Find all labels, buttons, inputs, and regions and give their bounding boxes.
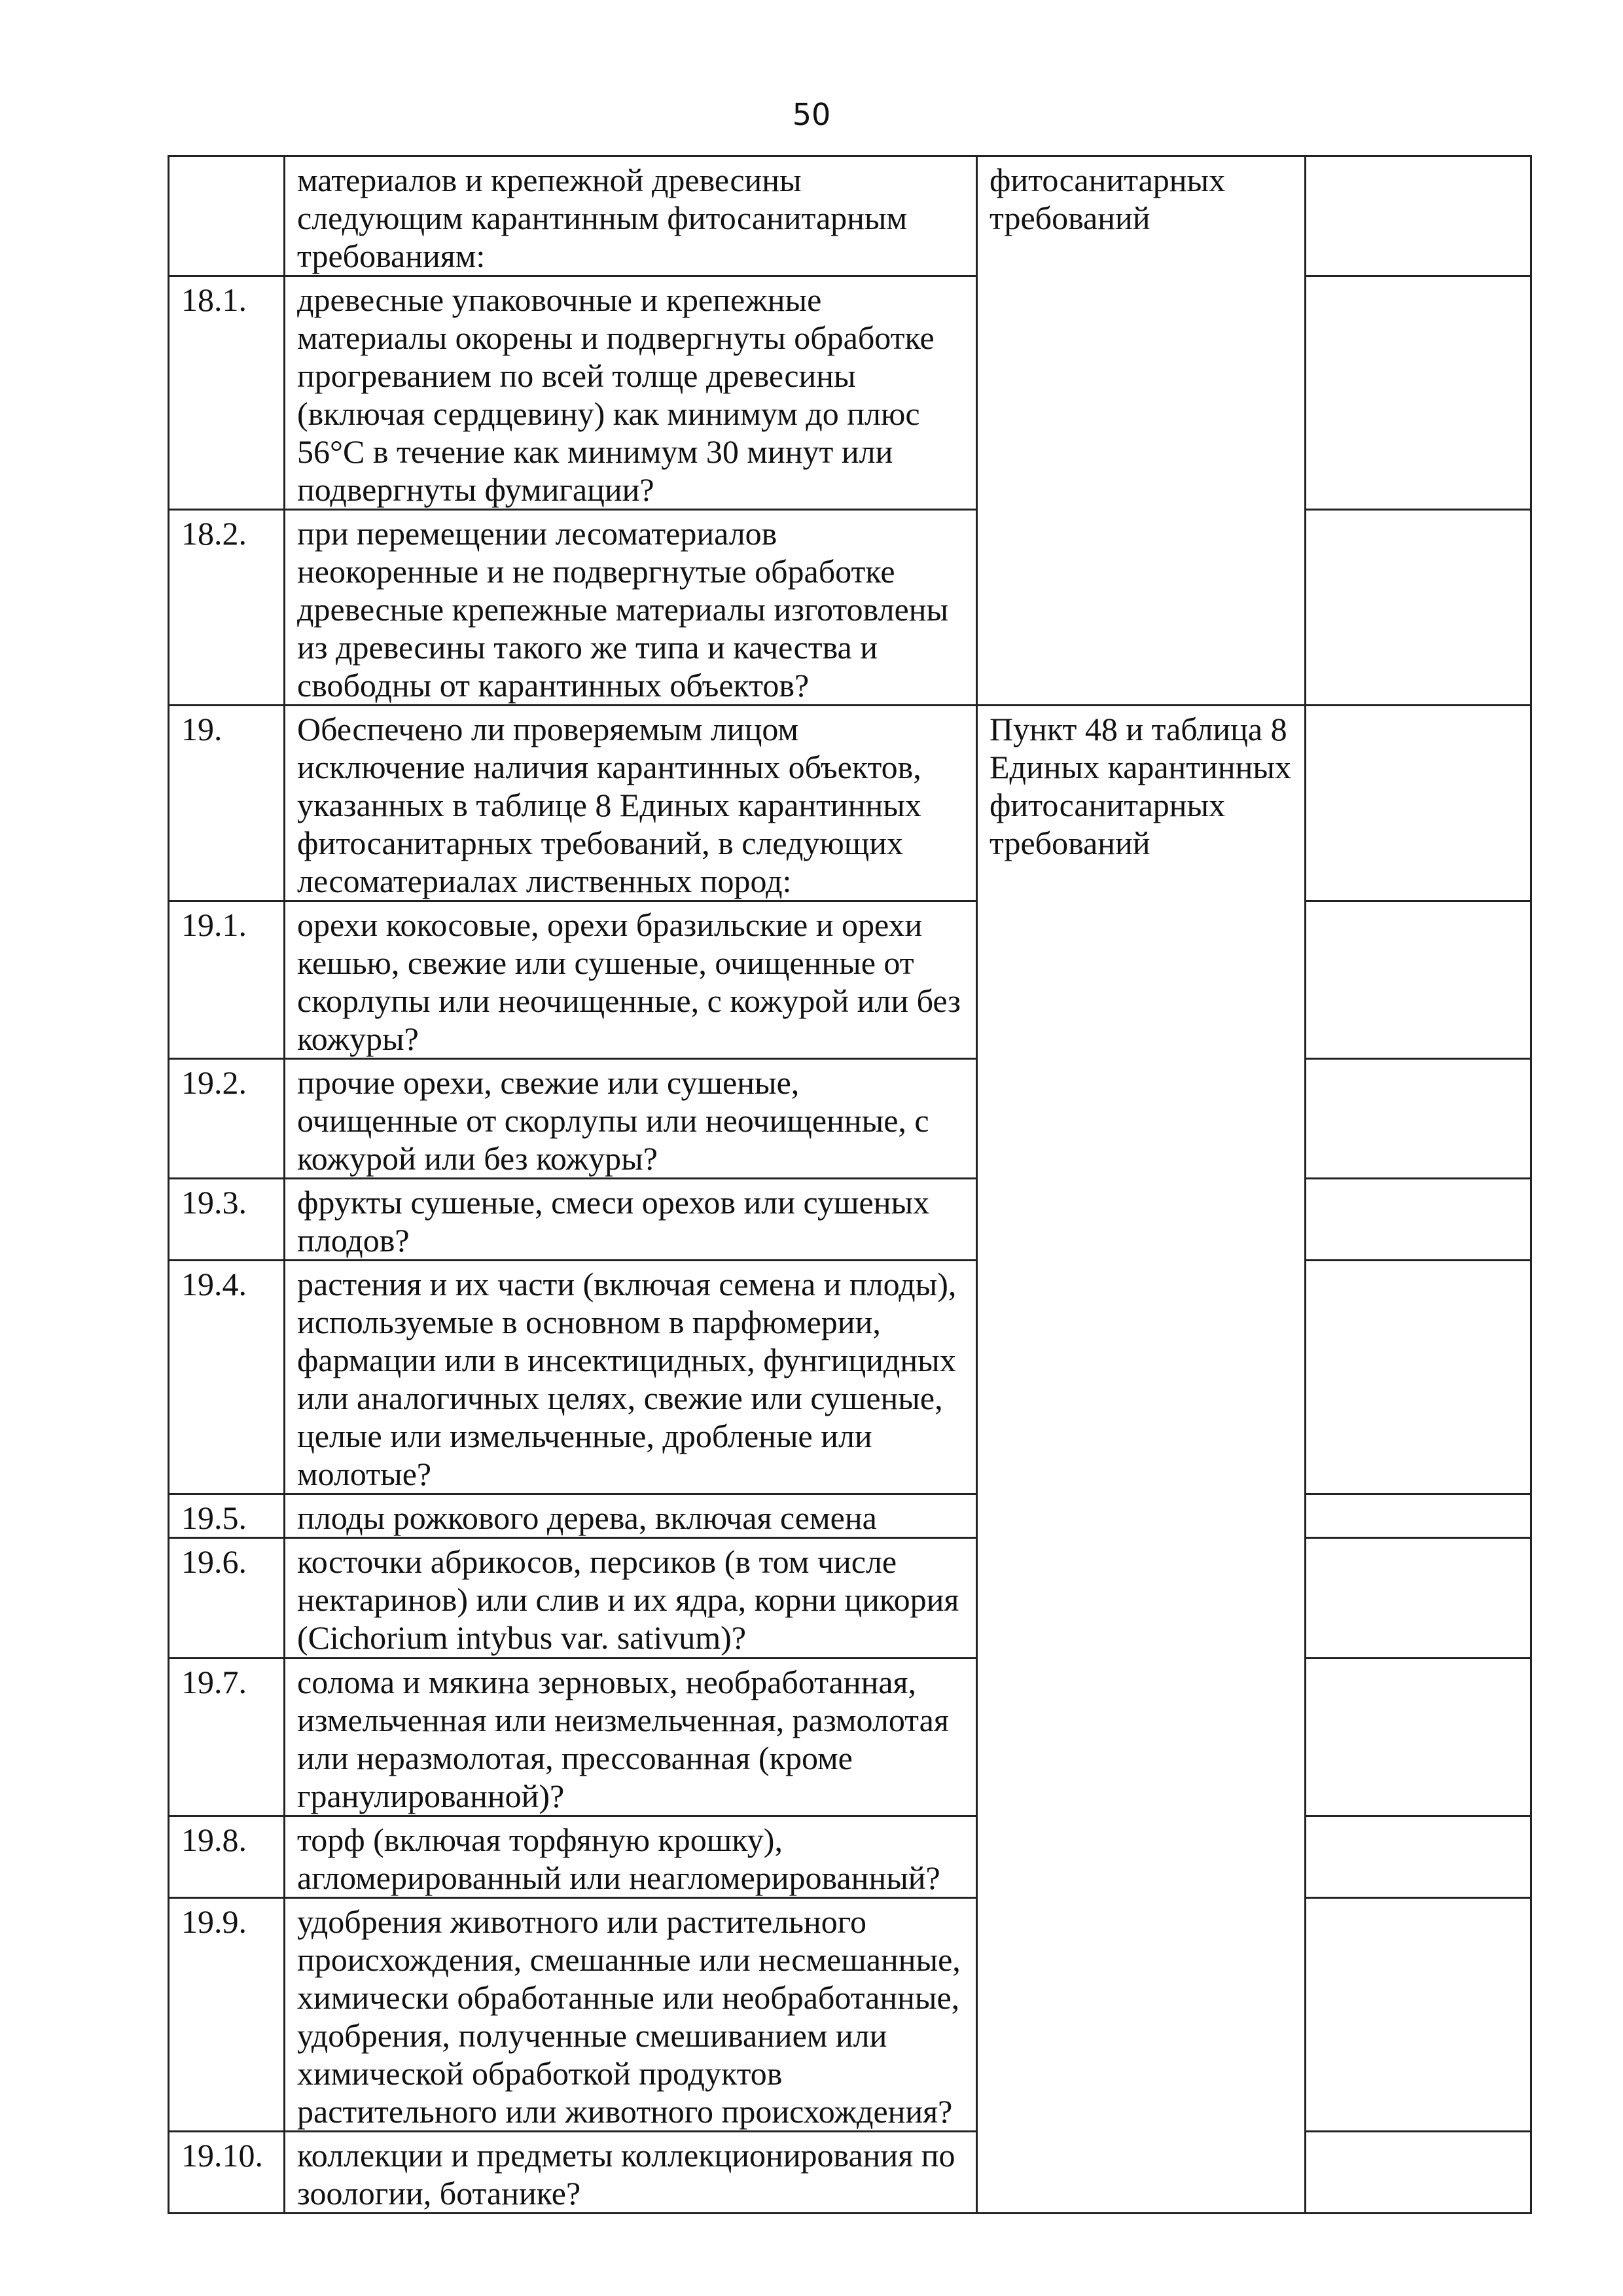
row-question: материалов и крепежной древесины следующим карантинным фитосанитарным требованиям: bbox=[285, 156, 977, 276]
answer-cell[interactable] bbox=[1306, 156, 1531, 276]
row-number: 19.10. bbox=[169, 2132, 285, 2214]
row-question: плоды рожкового дерева, включая семена bbox=[285, 1494, 977, 1538]
row-number: 19.5. bbox=[169, 1494, 285, 1538]
checklist-table bbox=[168, 155, 1532, 2214]
row-question: солома и мякина зерновых, необработанная, измельченная или неизмельченная, размолотая или неразмолотая, прессованная (кроме гранулированной)? bbox=[285, 1659, 977, 1816]
row-number: 18.2. bbox=[169, 510, 285, 706]
answer-cell[interactable] bbox=[1306, 1816, 1531, 1898]
table-row bbox=[169, 1659, 1531, 1816]
answer-cell[interactable] bbox=[1306, 1538, 1531, 1659]
row-question: фрукты сушеные, смеси орехов или сушеных плодов? bbox=[285, 1179, 977, 1261]
table-row bbox=[169, 1494, 1531, 1538]
table-row bbox=[169, 1261, 1531, 1494]
answer-cell[interactable] bbox=[1306, 901, 1531, 1059]
row-number bbox=[169, 156, 285, 276]
table-row bbox=[169, 510, 1531, 706]
row-question: торф (включая торфяную крошку), агломерированный или неагломерированный? bbox=[285, 1816, 977, 1898]
row-number: 19. bbox=[169, 706, 285, 901]
answer-cell[interactable] bbox=[1306, 510, 1531, 706]
row-number: 19.3. bbox=[169, 1179, 285, 1261]
table-row bbox=[169, 901, 1531, 1059]
row-question: коллекции и предметы коллекционирования по зоологии, ботанике? bbox=[285, 2132, 977, 2214]
page-number: 50 bbox=[792, 97, 831, 132]
row-question: косточки абрикосов, персиков (в том числе нектаринов) или слив и их ядра, корни цикория (Cichorium intybus var. sativum)? bbox=[285, 1538, 977, 1659]
table-row bbox=[169, 1816, 1531, 1898]
answer-cell[interactable] bbox=[1306, 1261, 1531, 1494]
table-row bbox=[169, 1898, 1531, 2132]
row-question: древесные упаковочные и крепежные материалы окорены и подвергнуты обработке прогреванием по всей толще древесины (включая сердцевину) как минимум до плюс 56°С в течение как минимум 30 минут или подвергнуты фумигации? bbox=[285, 276, 977, 510]
row-number: 19.9. bbox=[169, 1898, 285, 2132]
answer-cell[interactable] bbox=[1306, 1179, 1531, 1261]
row-question: удобрения животного или растительного происхождения, смешанные или несмешанные, химически обработанные или необработанные, удобрения, полученные смешиванием или химической обработкой продуктов растительного или животного происхождения? bbox=[285, 1898, 977, 2132]
answer-cell[interactable] bbox=[1306, 706, 1531, 901]
row-question: прочие орехи, свежие или сушеные, очищенные от скорлупы или неочищенные, с кожурой или без кожуры? bbox=[285, 1059, 977, 1179]
table-row bbox=[169, 1059, 1531, 1179]
row-number: 19.4. bbox=[169, 1261, 285, 1494]
answer-cell[interactable] bbox=[1306, 1059, 1531, 1179]
answer-cell[interactable] bbox=[1306, 2132, 1531, 2214]
table-row bbox=[169, 706, 1531, 901]
row-number: 19.8. bbox=[169, 1816, 285, 1898]
row-question: при перемещении лесоматериалов неокоренные и не подвергнутые обработке древесные крепежные материалы изготовлены из древесины такого же типа и качества и свободны от карантинных объектов? bbox=[285, 510, 977, 706]
legal-reference: фитосанитарных требований bbox=[977, 156, 1306, 706]
answer-cell[interactable] bbox=[1306, 1898, 1531, 2132]
table-row bbox=[169, 156, 1531, 276]
row-question: Обеспечено ли проверяемым лицом исключение наличия карантинных объектов, указанных в таблице 8 Единых карантинных фитосанитарных требований, в следующих лесоматериалах лиственных пород: bbox=[285, 706, 977, 901]
table-row bbox=[169, 2132, 1531, 2214]
answer-cell[interactable] bbox=[1306, 1659, 1531, 1816]
table-row bbox=[169, 1538, 1531, 1659]
row-question: орехи кокосовые, орехи бразильские и орехи кешью, свежие или сушеные, очищенные от скорлупы или неочищенные, с кожурой или без кожуры? bbox=[285, 901, 977, 1059]
table-row bbox=[169, 1179, 1531, 1261]
row-number: 19.7. bbox=[169, 1659, 285, 1816]
answer-cell[interactable] bbox=[1306, 276, 1531, 510]
row-number: 18.1. bbox=[169, 276, 285, 510]
table-row bbox=[169, 276, 1531, 510]
row-number: 19.6. bbox=[169, 1538, 285, 1659]
legal-reference: Пункт 48 и таблица 8 Единых карантинных фитосанитарных требований bbox=[977, 706, 1306, 2214]
row-question: растения и их части (включая семена и плоды), используемые в основном в парфюмерии, фармации или в инсектицидных, фунгицидных или аналогичных целях, свежие или сушеные, целые или измельченные, дробленые или молотые? bbox=[285, 1261, 977, 1494]
row-number: 19.2. bbox=[169, 1059, 285, 1179]
answer-cell[interactable] bbox=[1306, 1494, 1531, 1538]
row-number: 19.1. bbox=[169, 901, 285, 1059]
